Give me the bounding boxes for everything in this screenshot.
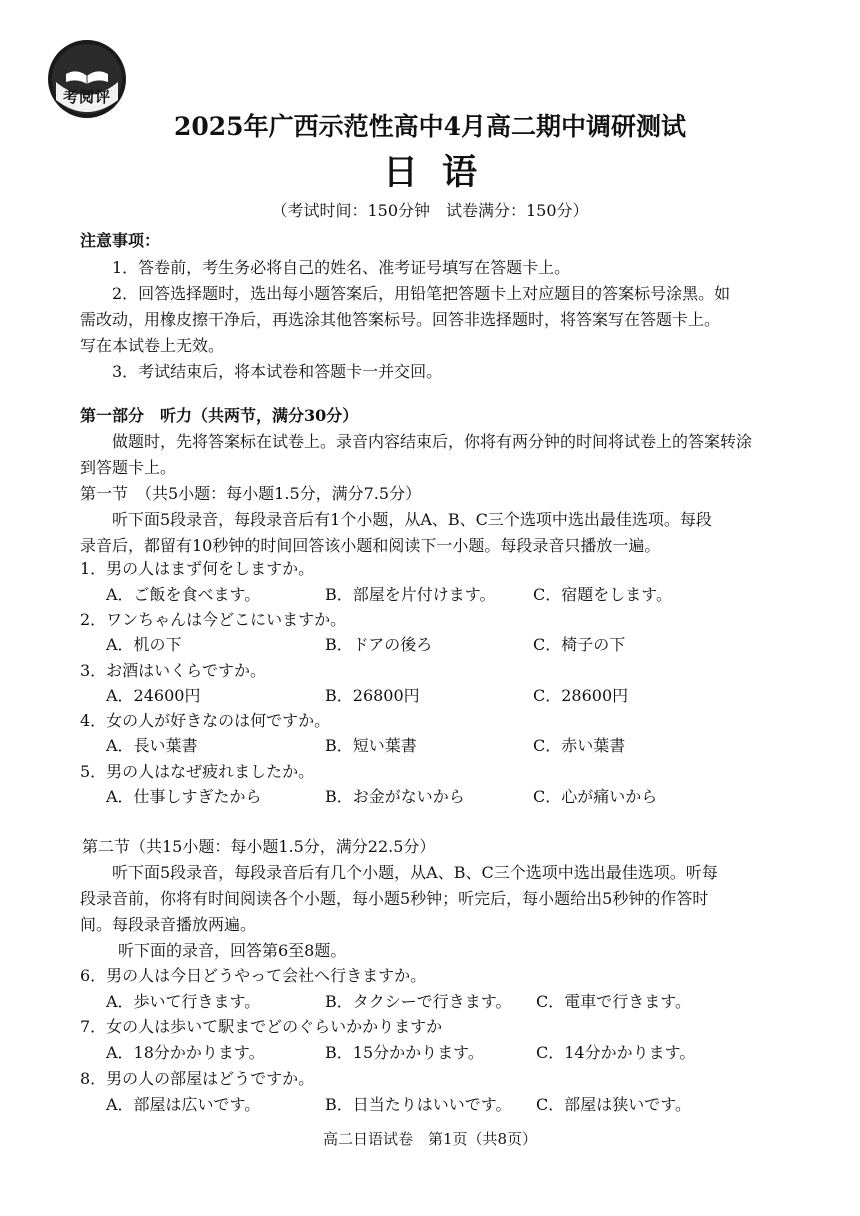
option-b: B．短い葉書 xyxy=(325,736,417,755)
option-a: A．ご飯を食べます。 xyxy=(106,585,261,604)
page-footer: 高二日语试卷 第1页（共8页） xyxy=(322,1130,538,1148)
question-text: 4．女の人が好きなのは何ですか。 xyxy=(80,711,331,730)
part1-intro-line: 到答题卡上。 xyxy=(80,458,177,477)
option-b: B．15分かかります。 xyxy=(325,1043,484,1062)
option-c: C．28600円 xyxy=(533,686,629,705)
option-c: C．心が痛いから xyxy=(533,787,658,806)
option-c: C．14分かかります。 xyxy=(536,1043,696,1062)
question-text: 7．女の人は歩いて駅までどのぐらいかかりますか xyxy=(80,1017,443,1036)
exam-title: 2025年广西示范性高中4月高二期中调研测试 xyxy=(174,112,686,141)
exam-info: （考试时间：150分钟 试卷满分：150分） xyxy=(271,201,589,220)
logo-text: 考阅评 xyxy=(62,88,111,106)
option-c: C．椅子の下 xyxy=(533,635,626,654)
note-item: 需改动，用橡皮擦干净后，再选涂其他答案标号。回答非选择题时，将答案写在答题卡上。 xyxy=(80,310,721,329)
question-text: 6．男の人は今日どうやって会社へ行きますか。 xyxy=(80,966,427,985)
section2-intro-line: 听下面5段录音，每段录音后有几个小题，从A、B、C三个选项中选出最佳选项。听每 xyxy=(112,863,718,882)
exam-subject: 日语 xyxy=(382,152,501,193)
option-a: A．部屋は広いです。 xyxy=(106,1095,261,1114)
note-item: 写在本试卷上无效。 xyxy=(80,336,225,355)
section2-sub-instruction: 听下面的录音，回答第6至8题。 xyxy=(118,941,347,960)
question-text: 5．男の人はなぜ疲れましたか。 xyxy=(80,762,315,781)
question-text: 8．男の人の部屋はどうですか。 xyxy=(80,1069,315,1088)
note-item: 2．回答选择题时，选出每小题答案后，用铅笔把答题卡上对应题目的答案标号涂黑。如 xyxy=(112,284,731,303)
option-a: A．18分かかります。 xyxy=(106,1043,265,1062)
option-c: C．赤い葉書 xyxy=(533,736,626,755)
section2-intro-line: 段录音前，你将有时间阅读各个小题，每小题5秒钟；听完后，每小题给出5秒钟的作答时 xyxy=(80,889,709,908)
option-c: C．電車で行きます。 xyxy=(536,992,691,1011)
option-b: B．タクシーで行きます。 xyxy=(325,992,512,1011)
question-text: 2．ワンちゃんは今どこにいますか。 xyxy=(80,610,347,629)
section1-intro-line: 听下面5段录音，每段录音后有1个小题，从A、B、C三个选项中选出最佳选项。每段 xyxy=(112,510,712,529)
section2-heading: 第二节（共15小题：每小题1.5分，满分22.5分） xyxy=(82,837,436,856)
section1-heading: 第一节 （共5小题：每小题1.5分，满分7.5分） xyxy=(80,484,422,503)
option-a: A．歩いて行きます。 xyxy=(106,992,261,1011)
notes-heading: 注意事项： xyxy=(80,231,161,250)
note-item: 1．答卷前，考生务必将自己的姓名、准考证号填写在答题卡上。 xyxy=(112,258,571,277)
option-c: C．宿題をします。 xyxy=(533,585,672,604)
option-b: B．26800円 xyxy=(325,686,420,705)
part1-heading: 第一部分 听力（共两节，满分30分） xyxy=(80,406,359,425)
option-a: A．机の下 xyxy=(106,635,182,654)
option-b: B．日当たりはいいです。 xyxy=(325,1095,512,1114)
option-b: B．お金がないから xyxy=(325,787,465,806)
part1-intro-line: 做题时，先将答案标在试卷上。录音内容结束后，你将有两分钟的时间将试卷上的答案转涂 xyxy=(112,432,753,451)
option-b: B．部屋を片付けます。 xyxy=(325,585,496,604)
option-a: A．長い葉書 xyxy=(106,736,198,755)
section1-intro-line: 录音后，都留有10秒钟的时间回答该小题和阅读下一小题。每段录音只播放一遍。 xyxy=(80,536,661,555)
note-item: 3．考试结束后，将本试卷和答题卡一并交回。 xyxy=(112,362,443,381)
option-a: A．仕事しすぎたから xyxy=(106,787,262,806)
option-c: C．部屋は狭いです。 xyxy=(536,1095,691,1114)
option-a: A．24600円 xyxy=(106,686,201,705)
section2-intro-line: 间。每段录音播放两遍。 xyxy=(80,915,257,934)
question-text: 1．男の人はまず何をしますか。 xyxy=(80,559,315,578)
option-b: B．ドアの後ろ xyxy=(325,635,433,654)
question-text: 3．お酒はいくらですか。 xyxy=(80,661,267,680)
